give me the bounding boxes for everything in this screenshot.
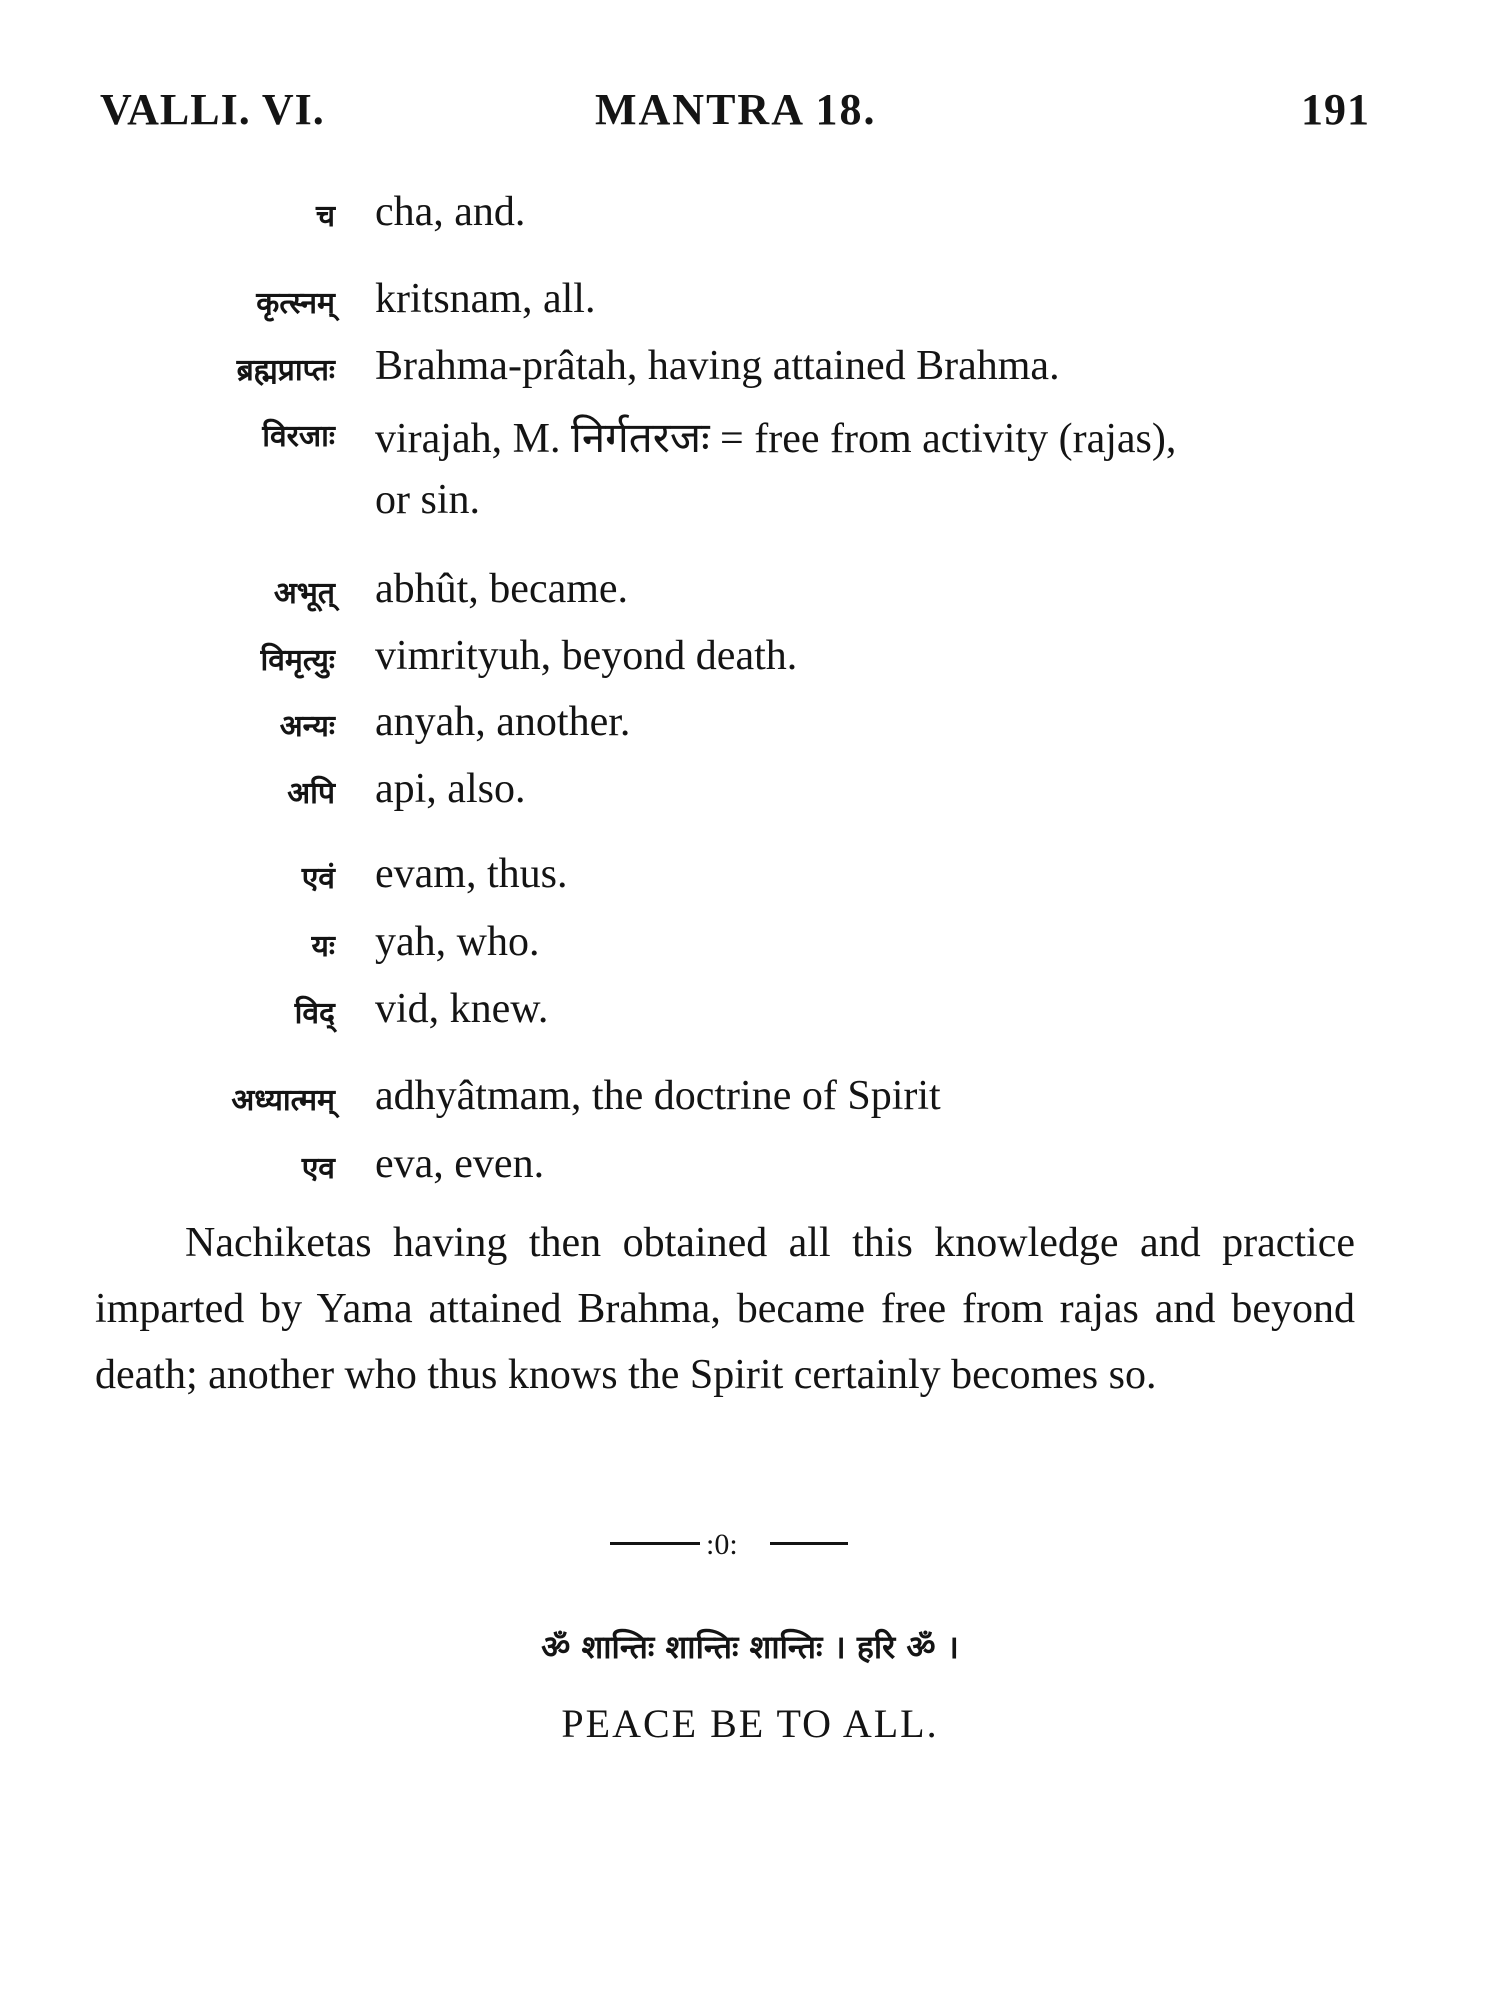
gloss-entry bbox=[0, 918, 1500, 978]
closing-line: PEACE BE TO ALL. bbox=[561, 1701, 939, 1746]
page-number: 191 bbox=[1301, 85, 1370, 134]
gloss-entry bbox=[0, 1140, 1500, 1200]
section-divider bbox=[610, 1528, 910, 1561]
running-head bbox=[100, 84, 1370, 144]
gloss-entry bbox=[0, 632, 1500, 692]
gloss-sanskrit: कृत्स्नम् bbox=[256, 286, 335, 321]
gloss-sanskrit: विद् bbox=[294, 996, 335, 1031]
divider-line-right bbox=[770, 1542, 848, 1545]
gloss-sanskrit: विमृत्युः bbox=[260, 643, 335, 678]
gloss-entry bbox=[0, 188, 1500, 248]
commentary-paragraph: Nachiketas having then obtained all this knowledge and practice imparted by Yama attained Brahma, became free from rajas and beyond death; another who thus knows the Spirit certainly becomes so. bbox=[95, 1220, 1355, 1398]
gloss-sanskrit: ब्रह्मप्राप्तः bbox=[236, 353, 335, 388]
gloss-sanskrit: अन्यः bbox=[279, 709, 335, 744]
gloss-sanskrit: विरजाः bbox=[262, 419, 335, 454]
running-head-section: VALLI. VI. bbox=[100, 85, 325, 134]
gloss-english: kritsnam, all. bbox=[375, 276, 596, 322]
gloss-english: api, also. bbox=[375, 766, 526, 812]
gloss-english-continued: or sin. bbox=[375, 477, 480, 523]
gloss-sanskrit: एव bbox=[301, 1151, 335, 1186]
gloss-sanskrit: अभूत् bbox=[273, 576, 335, 611]
gloss-english: evam, thus. bbox=[375, 851, 568, 897]
gloss-english: yah, who. bbox=[375, 919, 540, 965]
gloss-entry bbox=[0, 850, 1500, 910]
gloss-english: Brahma-prâtah, having attained Brahma. bbox=[375, 343, 1060, 389]
gloss-english: vid, knew. bbox=[375, 986, 549, 1032]
gloss-english: abhût, became. bbox=[375, 566, 629, 612]
gloss-entry bbox=[0, 408, 1500, 538]
gloss-english: vimrityuh, beyond death. bbox=[375, 633, 798, 679]
gloss-english: eva, even. bbox=[375, 1141, 545, 1187]
running-head-title: MANTRA 18. bbox=[595, 85, 877, 134]
gloss-entry bbox=[0, 1072, 1500, 1132]
gloss-english: cha, and. bbox=[375, 189, 526, 235]
gloss-entry bbox=[0, 275, 1500, 335]
gloss-sanskrit: एवं bbox=[301, 861, 335, 896]
gloss-sanskrit: च bbox=[315, 199, 335, 234]
gloss-entry bbox=[0, 698, 1500, 758]
gloss-sanskrit: अपि bbox=[287, 776, 335, 811]
gloss-entry bbox=[0, 342, 1500, 402]
gloss-english: anyah, another. bbox=[375, 699, 631, 745]
gloss-entry bbox=[0, 565, 1500, 625]
gloss-entry bbox=[0, 985, 1500, 1045]
gloss-english: virajah, M. निर्गतरजः = free from activity (rajas), bbox=[375, 416, 1177, 462]
gloss-sanskrit: अध्यात्मम् bbox=[231, 1083, 335, 1118]
divider-line-left bbox=[610, 1542, 700, 1545]
gloss-sanskrit: यः bbox=[311, 929, 335, 964]
shanti-verse: ॐ शान्तिः शान्तिः शान्तिः । हरि ॐ । bbox=[541, 1628, 959, 1666]
gloss-entry bbox=[0, 765, 1500, 825]
divider-mark: :0: bbox=[706, 1528, 738, 1561]
gloss-english: adhyâtmam, the doctrine of Spirit bbox=[375, 1073, 941, 1119]
